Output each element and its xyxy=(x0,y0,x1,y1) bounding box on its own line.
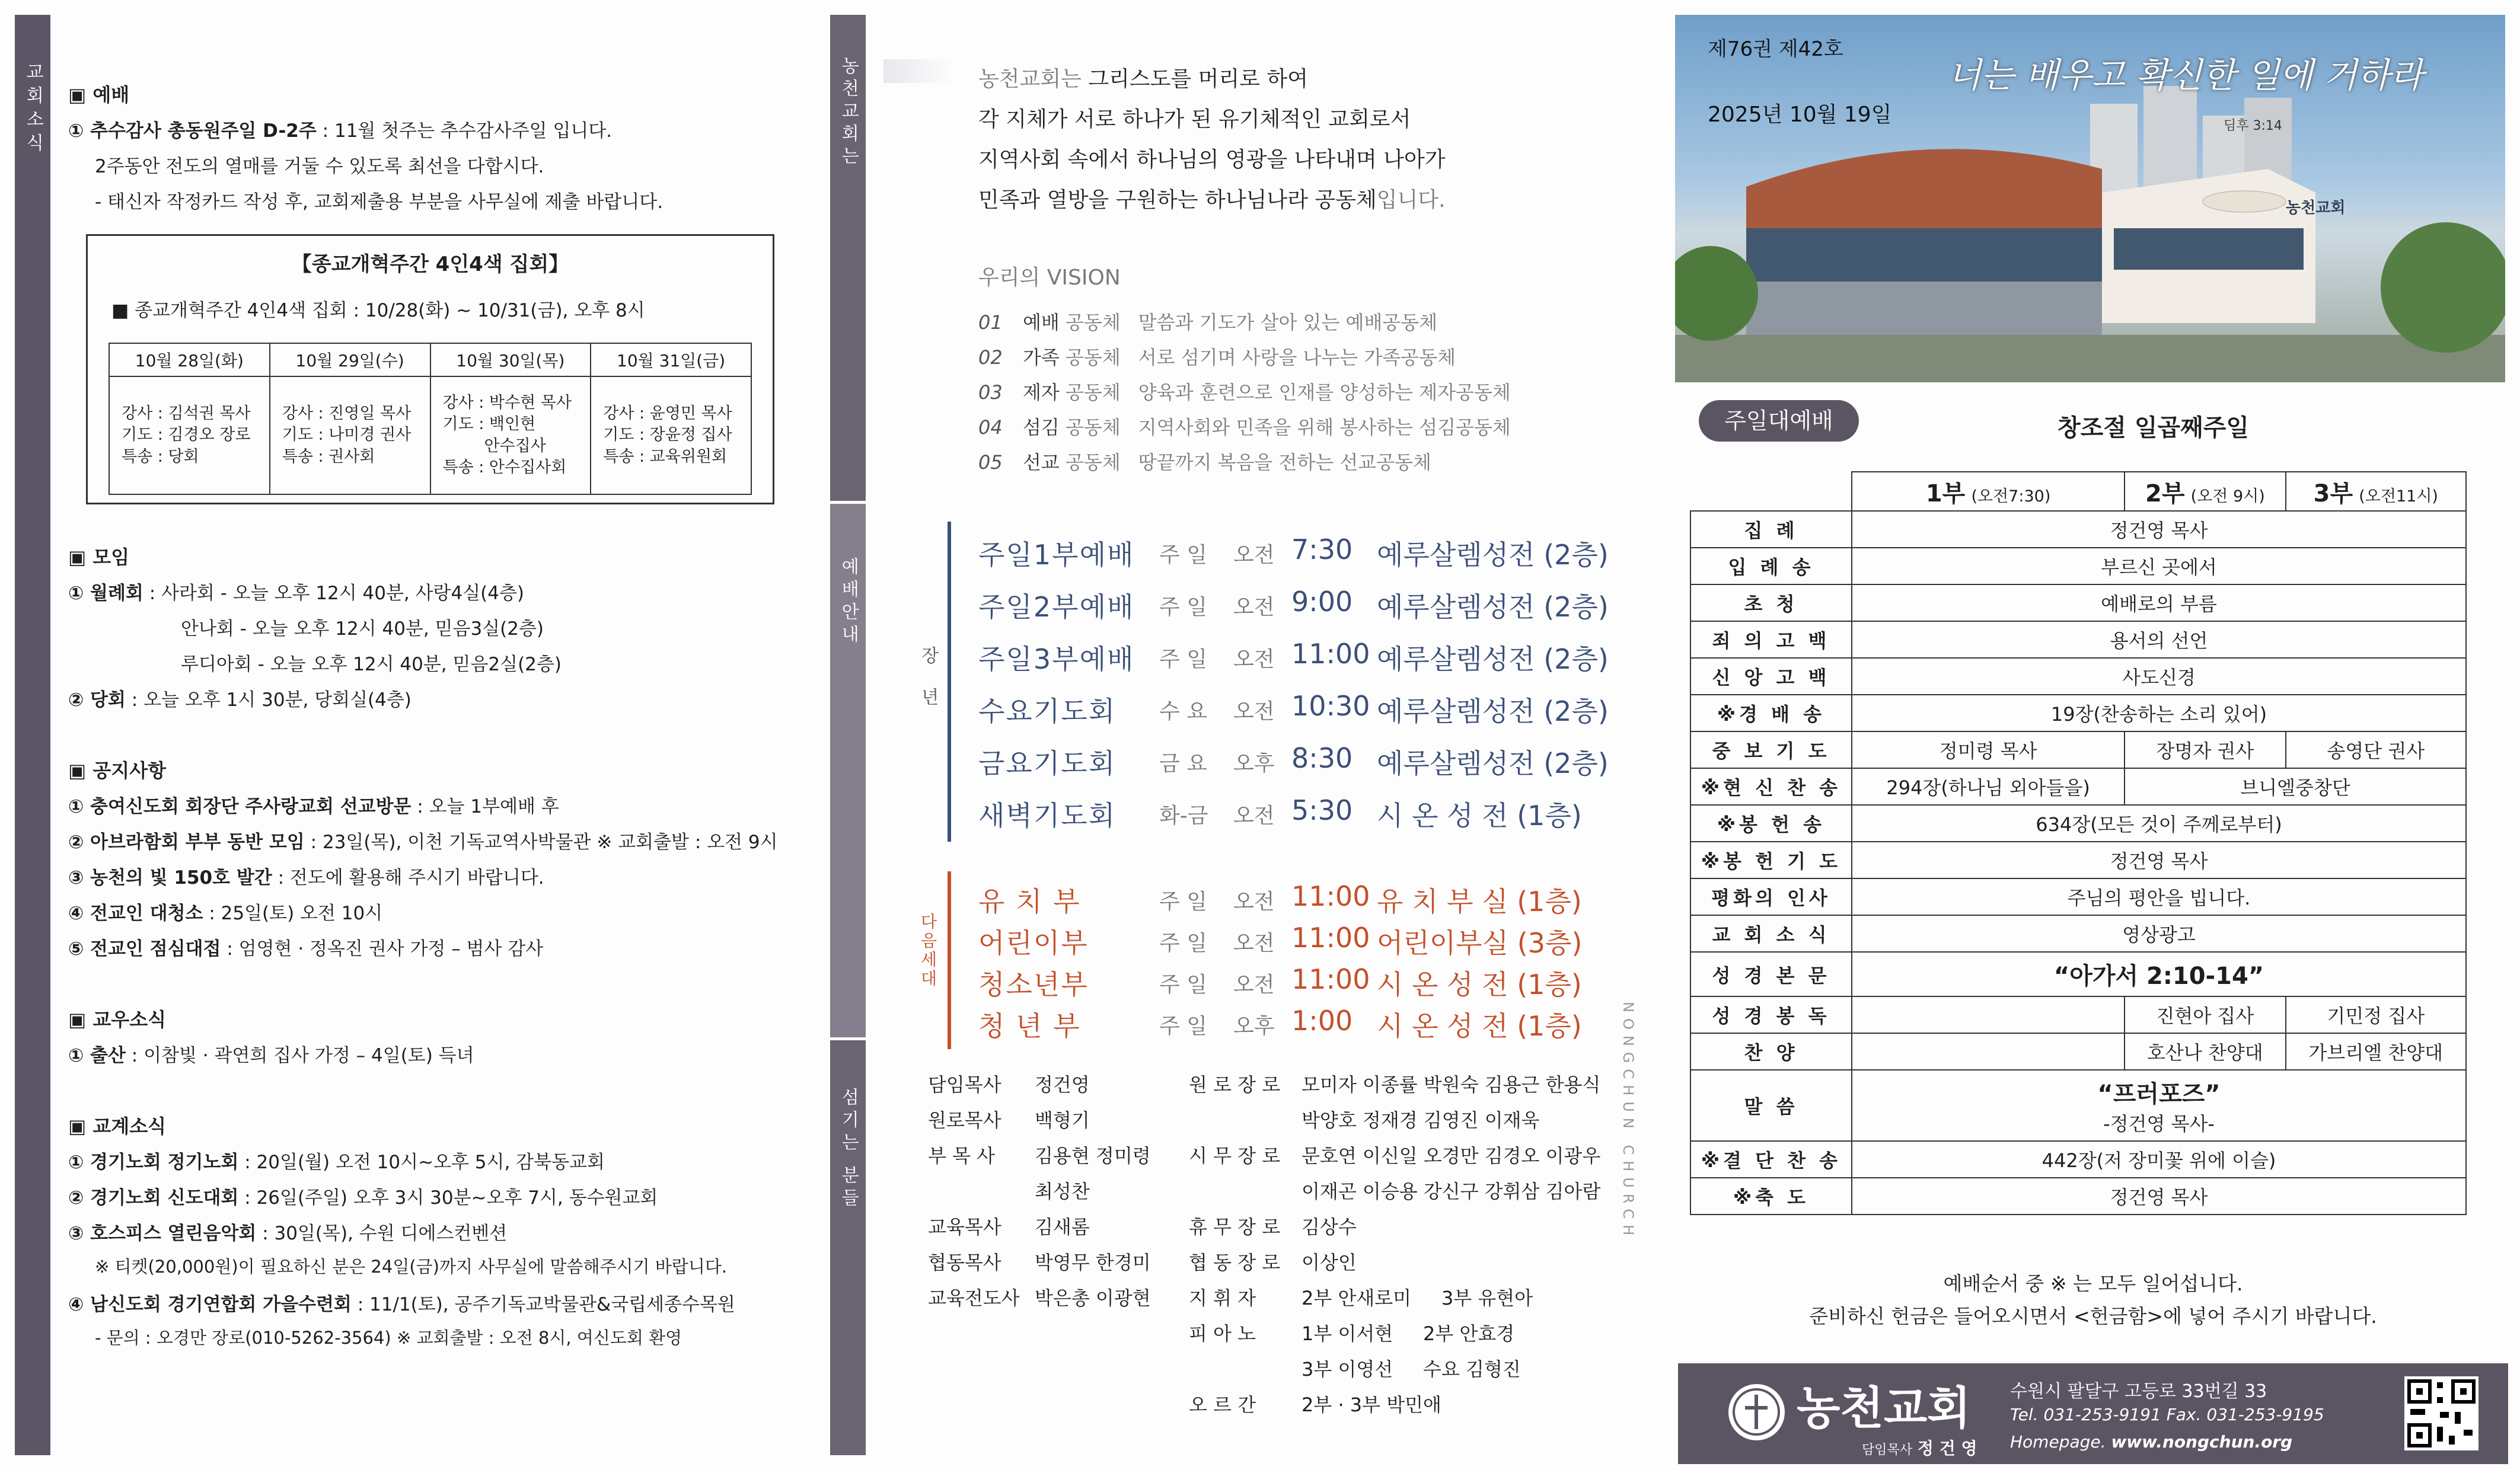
news-item: 안나회 - 오늘 오후 12시 40분, 믿음3실(2층) xyxy=(181,618,544,640)
column-header: 1부 (오전7:30) xyxy=(1852,472,2125,511)
section-title-worship: ▣ 예배 xyxy=(68,84,130,106)
table-header: 10월 30일(목) xyxy=(430,343,591,376)
staff-item: 휴 무 장 로 김상수 xyxy=(1189,1216,1357,1238)
row-value: 송영단 권사 xyxy=(2286,731,2466,768)
vision-title: 우리의 VISION xyxy=(978,266,1121,290)
staff-item: 피 아 노 1부 이서현 2부 안효경 xyxy=(1189,1322,1515,1345)
news-item: ② 당회 : 오늘 오후 1시 30분, 당회실(4층) xyxy=(68,689,412,711)
column-header: 2부 (오전 9시) xyxy=(2125,472,2285,511)
church-name: 농천교회 xyxy=(1797,1382,1971,1434)
row-label: ※경 배 송 xyxy=(1690,695,1852,731)
staff-item: 오 르 간 2부 · 3부 박민애 xyxy=(1189,1394,1441,1416)
standing-note: 예배순서 중 ※ 는 모두 일어섭니다. xyxy=(1943,1272,2243,1295)
watermark-text: NONGCHUN CHURCH xyxy=(1620,1002,1637,1242)
news-item: 루디아회 - 오늘 오후 12시 40분, 믿음2실(2층) xyxy=(181,654,562,675)
reform-box-title: 【종교개혁주간 4인4색 집회】 xyxy=(291,253,569,276)
news-item: ① 경기노회 정기노회 : 20일(월) 오전 10시~오후 5시, 감북동교회 xyxy=(68,1152,605,1173)
reform-schedule-table xyxy=(109,343,752,495)
sidebar-news xyxy=(15,15,50,1455)
scripture-reference: “아가서 2:10-14” xyxy=(1852,952,2466,996)
table-cell: 강사 : 김석권 목사 기도 : 김경오 장로 특송 : 당회 xyxy=(109,376,270,494)
staff-item: 담임목사 정건영 xyxy=(928,1073,1090,1096)
order-of-worship-table xyxy=(1690,471,2467,1215)
row-label: 입 례 송 xyxy=(1690,548,1852,584)
qr-code-icon[interactable] xyxy=(2404,1376,2478,1450)
staff-item: 3부 이영선 수요 김형진 xyxy=(1302,1358,1521,1380)
table-header: 10월 31일(금) xyxy=(591,343,751,376)
row-label: ※봉 헌 송 xyxy=(1690,805,1852,842)
table-cell: 강사 : 윤영민 목사 기도 : 장윤정 집사 특송 : 교육위원회 xyxy=(591,376,751,494)
staff-item: 교육전도사 박은총 이광현 xyxy=(928,1287,1151,1309)
staff-right xyxy=(1189,1067,1600,1423)
news-item: ③ 호스피스 열린음악회 : 30일(목), 수원 디에스컨벤션 xyxy=(68,1223,508,1244)
row-value: 634장(모든 것이 주께로부터) xyxy=(1852,805,2466,842)
staff-item: 이재곤 이승용 강신구 강휘삼 김아람 xyxy=(1302,1180,1601,1203)
row-value: 정미령 목사 xyxy=(1852,731,2125,768)
church-homepage[interactable]: Homepage. www.nongchun.org xyxy=(2010,1432,2293,1452)
sidebar-worship-label: 예배안내 xyxy=(838,557,859,647)
vision-list xyxy=(978,305,1511,480)
building-sign: 농천교회 xyxy=(2286,199,2346,217)
row-value: 주님의 평안을 빕니다. xyxy=(1852,878,2466,915)
staff-item: 원로목사 백형기 xyxy=(928,1109,1090,1132)
news-item: - 태신자 작정카드 작성 후, 교회제출용 부분을 사무실에 제출 바랍니다. xyxy=(95,191,664,213)
row-label: 초 청 xyxy=(1690,584,1852,621)
motto-reference: 딤후 3:14 xyxy=(2224,119,2282,133)
news-item: ④ 남신도회 경기연합회 가을수련회 : 11/1(토), 공주기독교박물관&국립세종수목원 xyxy=(68,1294,735,1315)
sunday-title: 창조절 일곱째주일 xyxy=(2058,414,2250,442)
footer-bar xyxy=(1678,1363,2508,1464)
section-title-meetings: ▣ 모임 xyxy=(68,546,130,568)
row-label: 죄 의 고 백 xyxy=(1690,621,1852,658)
row-label: 성 경 본 문 xyxy=(1690,952,1852,996)
row-value: 19장(찬송하는 소리 있어) xyxy=(1852,695,2466,731)
staff-item: 시 무 장 로 문호연 이신일 오경만 김경오 이광우 xyxy=(1189,1145,1601,1167)
service-badge: 주일대예배 xyxy=(1699,400,1859,442)
news-item: ① 월례회 : 사라회 - 오늘 오후 12시 40분, 사랑4실(4층) xyxy=(68,583,525,604)
table-cell: 강사 : 박수현 목사 기도 : 백인현 안수집사 특송 : 안수집사회 xyxy=(430,376,591,494)
table-cell: 강사 : 진영일 목사 기도 : 나미경 권사 특송 : 권사회 xyxy=(270,376,430,494)
row-value: 예배로의 부름 xyxy=(1852,584,2466,621)
row-value: 진현아 집사 xyxy=(2125,996,2285,1033)
staff-left xyxy=(928,1067,1151,1316)
row-value: 기민정 집사 xyxy=(2286,996,2466,1033)
staff-item: 협 동 장 로 이상인 xyxy=(1189,1251,1357,1274)
news-item: ① 추수감사 총동원주일 D-2주 : 11월 첫주는 추수감사주일 입니다. xyxy=(68,120,613,142)
nextgen-label: 다음세대 xyxy=(918,913,938,989)
adult-label: 장년 xyxy=(917,646,939,729)
news-item: - 문의 : 오경만 장로(010-5262-3564) ※ 교회출발 : 오전 8시, 여신도회 환영 xyxy=(95,1328,682,1348)
staff-item: 교육목사 김새롬 xyxy=(928,1216,1090,1238)
motto: 너는 배우고 확신한 일에 거하라 xyxy=(1948,55,2424,95)
news-item: ③ 농천의 빛 150호 발간 : 전도에 활용해 주시기 바랍니다. xyxy=(68,867,544,889)
vision-item: 03 제자 공동체 양육과 훈련으로 인재를 양성하는 제자공동체 xyxy=(978,381,1511,404)
row-value xyxy=(1852,1033,2125,1070)
church-phone: Tel. 031-253-9191 Fax. 031-253-9195 xyxy=(2010,1405,2324,1424)
news-item: ※ 티켓(20,000원)이 필요하신 분은 24일(금)까지 사무실에 말씀해주시기 바랍니다. xyxy=(95,1257,728,1277)
church-intro: 농천교회는 그리스도를 머리로 하여 각 지체가 서로 하나가 된 유기체적인 교회로서 지역사회 속에서 하나님의 영광을 나타내며 나아가 민족과 열방을 구원하는 하나님나라 공동체입니다. xyxy=(978,67,1446,212)
sidebar-about-label: 농천교회는 xyxy=(838,56,859,169)
news-item: ⑤ 전교인 점심대접 : 엄영현 · 정옥진 권사 가정 – 범사 감사 xyxy=(68,938,544,960)
row-value: 정건영 목사 xyxy=(1852,1178,2466,1215)
row-label: 교 회 소 식 xyxy=(1690,915,1852,952)
row-value: 가브리엘 찬양대 xyxy=(2286,1033,2466,1070)
staff-item: 부 목 사 김용현 정미령 xyxy=(928,1145,1151,1167)
news-item: ② 아브라함회 부부 동반 모임 : 23일(목), 이천 기독교역사박물관 ※ 교회출발 : 오전 9시 xyxy=(68,832,778,853)
sidebar-servants-label: 섬기는 분들 xyxy=(838,1088,859,1211)
row-label: ※결 단 찬 송 xyxy=(1690,1141,1852,1178)
row-value: 영상광고 xyxy=(1852,915,2466,952)
sidebar-about xyxy=(830,15,866,501)
adult-divider xyxy=(948,522,951,842)
staff-item: 지 휘 자 2부 안새로미 3부 유현아 xyxy=(1189,1287,1533,1309)
offering-note: 준비하신 헌금은 들어오시면서 <헌금함>에 넣어 주시기 바랍니다. xyxy=(1809,1305,2377,1328)
row-label: 평화의 인사 xyxy=(1690,878,1852,915)
row-value: 브니엘중창단 xyxy=(2125,768,2466,805)
row-label: ※봉 헌 기 도 xyxy=(1690,842,1852,878)
row-value: 442장(저 장미꽃 위에 이슬) xyxy=(1852,1141,2466,1178)
table-header: 10월 29일(수) xyxy=(270,343,430,376)
sidebar-worship-guide xyxy=(830,504,866,1037)
volume-number: 제76권 제42호 xyxy=(1708,37,1843,61)
staff-item: 박양호 정재경 김영진 이재욱 xyxy=(1302,1109,1540,1132)
vision-item: 02 가족 공동체 서로 섬기며 사랑을 나누는 가족공동체 xyxy=(978,346,1456,369)
sidebar-servants xyxy=(830,1040,866,1455)
row-label: 신 앙 고 백 xyxy=(1690,658,1852,695)
table-header: 10월 28일(화) xyxy=(109,343,270,376)
row-value xyxy=(1852,996,2125,1033)
decor-strip xyxy=(883,59,955,83)
section-title-denomination: ▣ 교계소식 xyxy=(68,1115,167,1137)
news-item: ④ 전교인 대청소 : 25일(토) 오전 10시 xyxy=(68,903,383,924)
section-title-notices: ▣ 공지사항 xyxy=(68,759,167,782)
nextgen-divider xyxy=(948,871,951,1049)
news-item: ① 충여신도회 회장단 주사랑교회 선교방문 : 오늘 1부예배 후 xyxy=(68,796,559,817)
row-value: 부르신 곳에서 xyxy=(1852,548,2466,584)
column-header: 3부 (오전11시) xyxy=(2286,472,2466,511)
staff-item: 협동목사 박영무 한경미 xyxy=(928,1251,1151,1274)
bulletin-date: 2025년 10월 19일 xyxy=(1708,103,1892,127)
reform-box-subtitle: ■ 종교개혁주간 4인4색 집회 : 10/28(화) ~ 10/31(금), 오후 8시 xyxy=(111,300,645,321)
vision-item: 05 선교 공동체 땅끝까지 복음을 전하는 선교공동체 xyxy=(978,451,1431,474)
row-value: 용서의 선언 xyxy=(1852,621,2466,658)
church-photo xyxy=(1675,15,2505,382)
staff-item: 원 로 장 로 모미자 이종률 박원숙 김용근 한용식 xyxy=(1189,1073,1601,1096)
news-item: ② 경기노회 신도대회 : 26일(주일) 오후 3시 30분~오후 7시, 동수원교회 xyxy=(68,1187,658,1209)
row-label: ※현 신 찬 송 xyxy=(1690,768,1852,805)
row-value: 사도신경 xyxy=(1852,658,2466,695)
row-label: 집 례 xyxy=(1690,511,1852,548)
row-label: 중 보 기 도 xyxy=(1690,731,1852,768)
sermon-cell xyxy=(1852,1070,2466,1141)
row-label: 성 경 봉 독 xyxy=(1690,996,1852,1033)
church-address: 수원시 팔달구 고등로 33번길 33 xyxy=(2010,1381,2267,1402)
row-value: 정건영 목사 xyxy=(1852,511,2466,548)
sidebar-news-label: 교회소식 xyxy=(23,62,44,157)
row-value: 호산나 찬양대 xyxy=(2125,1033,2285,1070)
row-value: 정건영 목사 xyxy=(1852,842,2466,878)
church-logo-icon xyxy=(1728,1384,1785,1440)
row-label: ※축 도 xyxy=(1690,1178,1852,1215)
reform-week-box xyxy=(86,234,774,504)
row-label: 말 씀 xyxy=(1690,1070,1852,1141)
sermon-title: “프러포즈” xyxy=(2097,1080,2221,1108)
row-label: 찬 양 xyxy=(1690,1033,1852,1070)
row-value: 장명자 권사 xyxy=(2125,731,2285,768)
row-value: 294장(하나님 외아들을) xyxy=(1852,768,2125,805)
news-item: ① 출산 : 이참빛 · 곽연희 집사 가정 – 4일(토) 득녀 xyxy=(68,1045,474,1066)
vision-item: 01 예배 공동체 말씀과 기도가 살아 있는 예배공동체 xyxy=(978,311,1438,334)
preacher: -정건영 목사- xyxy=(2103,1112,2215,1135)
vision-item: 04 섬김 공동체 지역사회와 민족을 위해 봉사하는 섬김공동체 xyxy=(978,416,1511,439)
table-corner xyxy=(1690,472,1852,511)
pastor-credit: 담임목사 정 건 영 xyxy=(1862,1439,1977,1458)
news-item: 2주동안 전도의 열매를 거둘 수 있도록 최선을 다합시다. xyxy=(95,156,544,177)
section-title-members: ▣ 교우소식 xyxy=(68,1008,167,1031)
staff-item: 최성찬 xyxy=(1035,1180,1090,1203)
